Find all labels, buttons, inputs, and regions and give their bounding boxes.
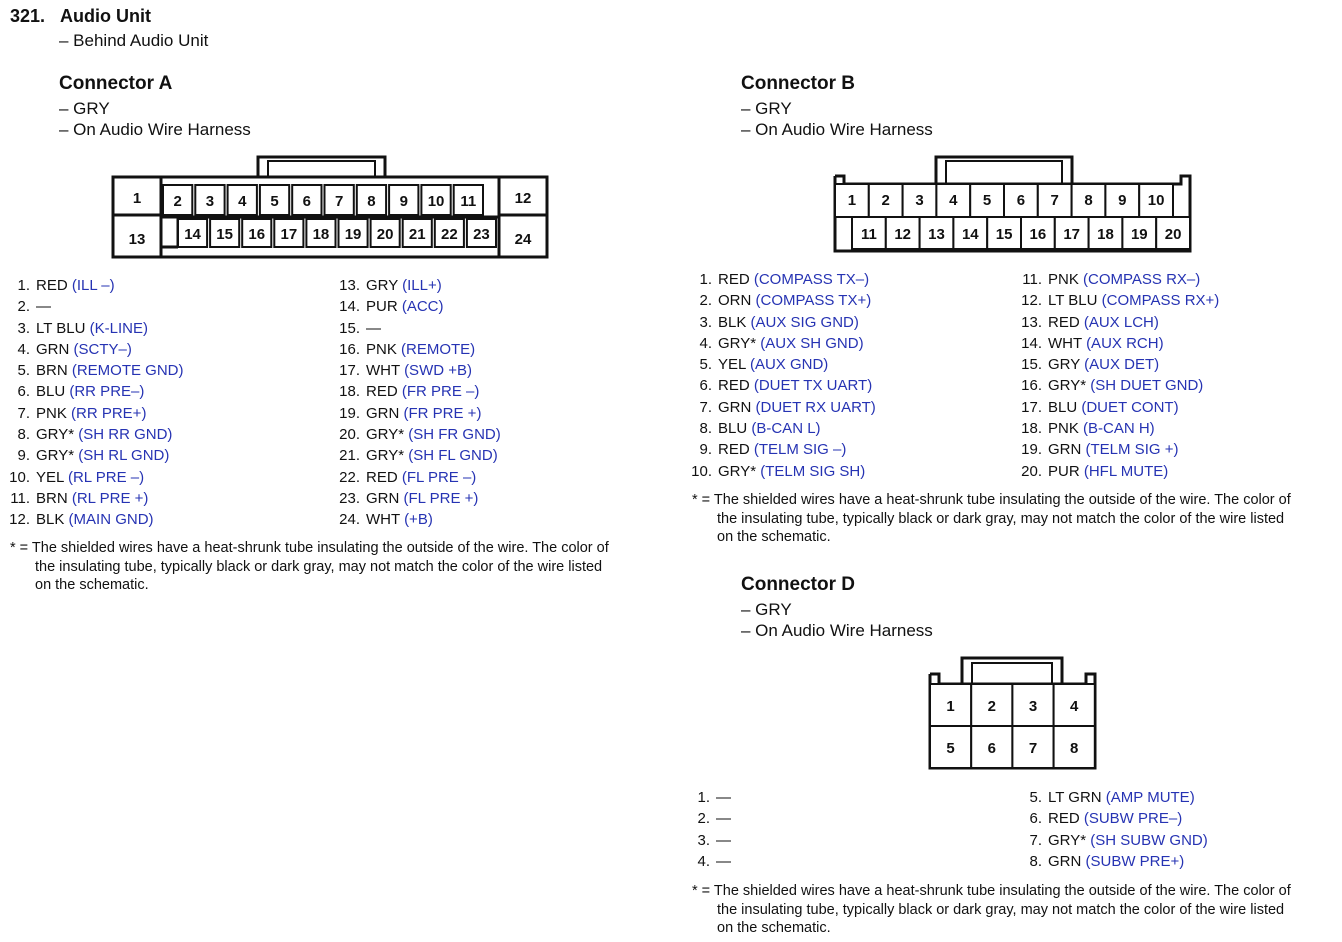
wire-color: RED [1048, 313, 1080, 331]
pin-label: 7 [1050, 192, 1059, 209]
wire-color: GRY [1048, 356, 1080, 374]
connector-d-diagram [925, 654, 1101, 774]
pin-row [330, 360, 501, 381]
pin-function: (TELM SIG –) [753, 441, 847, 459]
pin-label: 16 [1029, 226, 1047, 243]
pin-row [330, 296, 501, 317]
pin-function: (AUX RCH) [1086, 334, 1164, 352]
pin-number: 12. [9, 511, 30, 529]
wire-color: BLU [36, 383, 66, 401]
pin-row [1012, 354, 1219, 375]
footnote-line: on the schematic. [717, 529, 831, 545]
pin-label: 4 [949, 192, 958, 209]
pin-number: 8. [1029, 852, 1042, 870]
wire-color: — [716, 810, 731, 828]
wire-color: BLK [718, 313, 747, 331]
pin-function: (FR PRE +) [403, 404, 482, 422]
pin-row [1012, 439, 1219, 460]
pin-row [330, 424, 501, 445]
pin-function: (SH FL GND) [408, 447, 498, 465]
pin-function: (MAIN GND) [68, 511, 154, 529]
pin-number: 20. [339, 426, 360, 444]
pin-number: 8. [17, 426, 30, 444]
footnote-line: on the schematic. [35, 577, 149, 593]
wire-color: PNK [36, 404, 67, 422]
wire-color: ORN [718, 292, 752, 310]
pin-number: 23. [339, 489, 360, 507]
pin-number: 14. [339, 298, 360, 316]
pin-number: 2. [699, 292, 712, 310]
footnote-line: * = The shielded wires have a heat-shrunk tube insulating the outside of the wire. The color of [692, 883, 1291, 899]
wire-color: GRY* [36, 447, 75, 465]
connector-b-location: – On Audio Wire Harness [741, 120, 933, 139]
footnote-line: the insulating tube, typically black or dark gray, may not match the color of the wire listed [717, 510, 1285, 527]
connector-a-title: Connector A [59, 73, 173, 94]
pin-number: 11. [10, 489, 30, 507]
pin-function: (REMOTE GND) [71, 362, 184, 380]
footnote-line: * = The shielded wires have a heat-shrunk tube insulating the outside of the wire. The color of [692, 492, 1291, 508]
pin-number: 6. [17, 383, 30, 401]
pin-number: 24. [339, 511, 360, 529]
pin-label: 3 [1028, 698, 1038, 715]
pin-function: (DUET RX UART) [755, 398, 876, 416]
pin-number: 9. [699, 441, 712, 459]
pin-number: 3. [17, 319, 30, 337]
pin-row [0, 445, 184, 466]
wire-color: GRN [366, 404, 400, 422]
pin-label: 8 [367, 193, 376, 210]
connector-b-title: Connector B [741, 73, 855, 94]
pin-number: 18. [339, 383, 360, 401]
page-subtitle: – Behind Audio Unit [59, 31, 209, 50]
wire-color: RED [718, 377, 750, 395]
pin-label: 16 [248, 226, 266, 243]
pin-number: 20. [1021, 462, 1042, 480]
pin-row [330, 339, 501, 360]
pin-row [682, 290, 876, 311]
pin-function: (AUX GND) [749, 356, 829, 374]
pin-function: (FL PRE –) [401, 468, 477, 486]
pin-row [682, 269, 876, 290]
pin-row [682, 375, 876, 396]
wire-color: WHT [366, 511, 400, 529]
pin-function: (AUX SIG GND) [750, 313, 859, 331]
footnote-line: * = The shielded wires have a heat-shrunk tube insulating the outside of the wire. The color of [10, 540, 609, 556]
pin-number: 13. [339, 277, 360, 294]
pin-row [0, 275, 184, 296]
pin-number: 2. [17, 298, 30, 316]
pin-number: 17. [1021, 398, 1042, 416]
pin-row [330, 488, 501, 509]
pin-row [1012, 808, 1208, 829]
pin-label: 6 [1016, 192, 1026, 209]
pin-label: 3 [915, 192, 924, 209]
pin-label: 3 [205, 193, 215, 210]
pin-label: 15 [995, 226, 1013, 243]
pin-row [1012, 787, 1208, 808]
pin-number: 17. [339, 362, 360, 380]
connector-d-color: – GRY [741, 600, 792, 619]
wire-color: YEL [36, 468, 64, 486]
pin-label: 21 [408, 226, 426, 243]
pin-row [0, 509, 184, 530]
pin-label: 19 [1130, 226, 1148, 243]
pin-number: 9. [17, 447, 30, 465]
pin-number: 10. [9, 468, 30, 486]
pin-number: 11. [1022, 271, 1042, 288]
pin-row [680, 808, 731, 829]
pin-label: 6 [302, 193, 312, 210]
connector-d-pins-col2 [1012, 787, 1208, 872]
pin-label: 18 [1097, 226, 1114, 243]
pin-row [1012, 830, 1208, 851]
pin-row [682, 333, 876, 354]
wire-color: GRN [1048, 852, 1082, 870]
wire-color: GRY [366, 277, 398, 294]
pin-number: 1. [699, 271, 712, 288]
pin-row [1012, 397, 1219, 418]
wire-color: PNK [366, 340, 397, 358]
pin-row [680, 830, 731, 851]
pin-row [0, 339, 184, 360]
pin-number: 7. [699, 398, 712, 416]
pin-label: 17 [1063, 226, 1081, 243]
pin-label: 9 [399, 193, 408, 210]
pin-label: 23 [473, 226, 490, 243]
pin-function: (COMPASS TX+) [755, 292, 872, 310]
connector-a-color: – GRY [59, 99, 110, 118]
section-number: 321. [10, 6, 46, 26]
pin-number: 3. [697, 831, 710, 849]
pin-label: 9 [1118, 192, 1127, 209]
pin-label: 10 [1147, 192, 1165, 209]
wire-color: — [716, 789, 731, 806]
pin-function: (AMP MUTE) [1105, 789, 1195, 806]
wire-color: RED [366, 468, 398, 486]
pin-label: 8 [1070, 740, 1079, 757]
pin-label: 2 [987, 698, 996, 715]
pin-function: (SH RL GND) [78, 447, 170, 465]
wire-color: — [36, 298, 51, 316]
pin-number: 7. [1029, 831, 1042, 849]
pin-number: 7. [17, 404, 30, 422]
pin-function: (SUBW PRE–) [1083, 810, 1183, 828]
pin-label: 14 [184, 226, 201, 243]
footnote-line: the insulating tube, typically black or dark gray, may not match the color of the wire listed [35, 558, 603, 575]
pin-row [0, 424, 184, 445]
pin-label: 2 [881, 192, 890, 209]
pin-function: (ACC) [401, 298, 444, 316]
pin-number: 21. [339, 447, 360, 465]
pin-function: (SH FR GND) [408, 426, 501, 444]
pin-label: 4 [238, 193, 247, 210]
pin-row [682, 461, 876, 482]
pin-label: 22 [441, 226, 458, 243]
pin-function: (+B) [404, 511, 433, 529]
pin-number: 15. [1021, 356, 1042, 374]
pin-number: 10. [691, 462, 712, 480]
pin-row [330, 445, 501, 466]
connector-b-pins-col1 [682, 269, 876, 482]
wire-color: RED [36, 277, 68, 294]
pin-number: 4. [699, 334, 712, 352]
pin-number: 13. [1021, 313, 1042, 331]
pin-row [680, 787, 731, 808]
pin-function: (FR PRE –) [401, 383, 480, 401]
wire-color: PUR [366, 298, 398, 316]
pin-function: (REMOTE) [401, 340, 476, 358]
wire-color: RED [718, 271, 750, 288]
connector-d-title: Connector D [741, 574, 855, 595]
connector-d-location: – On Audio Wire Harness [741, 621, 933, 640]
connector-d-footnote [692, 882, 1332, 938]
pin-row [1012, 333, 1219, 354]
wire-color: — [716, 831, 731, 849]
pin-row [330, 467, 501, 488]
connector-a-location: – On Audio Wire Harness [59, 120, 251, 139]
pin-function: (HFL MUTE) [1083, 462, 1169, 480]
wire-color: GRY* [1048, 831, 1087, 849]
pin-row [682, 354, 876, 375]
pin-function: (RL PRE +) [71, 489, 149, 507]
pin-function: (AUX SH GND) [760, 334, 864, 352]
pin-number: 19. [1021, 441, 1042, 459]
pin-function: (SWD +B) [404, 362, 472, 380]
pin-label: 20 [376, 226, 394, 243]
wire-color: GRY* [366, 447, 405, 465]
pin-function: (DUET TX UART) [753, 377, 873, 395]
wire-color: WHT [366, 362, 400, 380]
pin-label: 7 [334, 193, 344, 210]
pin-function: (SH DUET GND) [1090, 377, 1204, 395]
wire-color: GRN [36, 340, 70, 358]
pin-function: (RR PRE+) [71, 404, 147, 422]
pin-function: (DUET CONT) [1081, 398, 1179, 416]
pin-number: 14. [1021, 334, 1042, 352]
pin-function: (ILL –) [71, 277, 115, 294]
pin-number: 16. [339, 340, 360, 358]
pin-row [682, 397, 876, 418]
wire-color: GRY* [718, 334, 757, 352]
wire-color: BLK [36, 511, 65, 529]
pin-number: 1. [17, 277, 30, 294]
wire-color: LT BLU [36, 319, 86, 337]
pin-label: 4 [1070, 698, 1079, 715]
pin-label: 5 [946, 740, 955, 757]
connector-b-pins-col2 [1012, 269, 1219, 482]
pin-row [0, 318, 184, 339]
pin-number: 5. [1029, 789, 1042, 806]
pin-function: (SH SUBW GND) [1090, 831, 1208, 849]
page-title: Audio Unit [60, 6, 151, 26]
wire-color: WHT [1048, 334, 1082, 352]
pin-row [1012, 375, 1219, 396]
pin-label: 13 [128, 231, 146, 248]
wire-color: LT BLU [1048, 292, 1098, 310]
pin-row [680, 851, 731, 872]
wire-color: — [716, 852, 731, 870]
pin-number: 18. [1021, 420, 1042, 438]
pin-row [682, 312, 876, 333]
pin-label: 2 [173, 193, 182, 210]
pin-function: (SCTY–) [73, 340, 132, 358]
wire-color: GRN [718, 398, 752, 416]
pin-label: 5 [270, 193, 279, 210]
pin-row [682, 418, 876, 439]
pin-row [1012, 312, 1219, 333]
pin-function: (RL PRE –) [67, 468, 145, 486]
connector-b-footnote [692, 491, 1332, 547]
wire-color: GRY* [366, 426, 405, 444]
pin-row [1012, 851, 1208, 872]
pin-function: (TELM SIG SH) [760, 462, 866, 480]
pin-row [1012, 290, 1219, 311]
pin-number: 5. [17, 362, 30, 380]
pin-row [0, 488, 184, 509]
pin-function: (SH RR GND) [78, 426, 173, 444]
connector-b-diagram [830, 154, 1195, 256]
pin-label: 1 [946, 698, 955, 715]
pin-number: 3. [699, 313, 712, 331]
pin-label: 10 [427, 193, 445, 210]
pin-label: 7 [1028, 740, 1038, 757]
pin-function: (SUBW PRE+) [1085, 852, 1185, 870]
connector-d-pins-col1 [680, 787, 731, 872]
pin-label: 13 [928, 226, 945, 243]
footnote-line: on the schematic. [717, 920, 831, 936]
pin-number: 2. [697, 810, 710, 828]
pin-label: 1 [132, 190, 142, 207]
wire-color: GRN [366, 489, 400, 507]
wire-color: PUR [1048, 462, 1080, 480]
pin-function: (B-CAN L) [751, 420, 821, 438]
pin-number: 4. [697, 852, 710, 870]
pin-function: (COMPASS TX–) [753, 271, 870, 288]
pin-label: 8 [1084, 192, 1093, 209]
pin-number: 1. [697, 789, 710, 806]
wire-color: RED [718, 441, 750, 459]
pin-number: 6. [1029, 810, 1042, 828]
pin-label: 11 [860, 226, 877, 243]
wire-color: BLU [1048, 398, 1078, 416]
footnote-line: the insulating tube, typically black or dark gray, may not match the color of the wire listed [717, 901, 1285, 918]
pin-number: 16. [1021, 377, 1042, 395]
wire-color: BLU [718, 420, 748, 438]
pin-label: 11 [460, 193, 477, 210]
pin-function: (TELM SIG +) [1085, 441, 1179, 459]
connector-a-pins-col1 [0, 275, 184, 531]
pin-label: 14 [961, 226, 979, 243]
pin-row [330, 509, 501, 530]
pin-number: 6. [699, 377, 712, 395]
pin-row [0, 296, 184, 317]
pin-number: 4. [17, 340, 30, 358]
pin-label: 1 [847, 192, 857, 209]
pin-label: 15 [216, 226, 233, 243]
pin-label: 12 [514, 190, 532, 207]
wire-color: BRN [36, 362, 68, 380]
wire-color: GRY* [1048, 377, 1087, 395]
pin-number: 8. [699, 420, 712, 438]
pin-label: 24 [514, 231, 532, 248]
pin-row [330, 318, 501, 339]
pin-label: 17 [280, 226, 298, 243]
pin-number: 19. [339, 404, 360, 422]
wire-color: LT GRN [1048, 789, 1102, 806]
pin-label: 5 [982, 192, 992, 209]
pin-label: 19 [344, 226, 362, 243]
wire-color: YEL [718, 356, 746, 374]
pin-label: 18 [312, 226, 330, 243]
pin-function: (B-CAN H) [1083, 420, 1155, 438]
wire-color: — [366, 319, 381, 337]
pin-number: 22. [339, 468, 360, 486]
pin-row [330, 403, 501, 424]
wire-color: GRY* [36, 426, 75, 444]
pin-label: 12 [894, 226, 912, 243]
wire-color: RED [366, 383, 398, 401]
pin-function: (FL PRE +) [403, 489, 479, 507]
pin-function: (K-LINE) [89, 319, 148, 337]
pin-function: (RR PRE–) [69, 383, 145, 401]
pin-row [330, 381, 501, 402]
connector-a-footnote [10, 539, 650, 595]
pin-row [1012, 461, 1219, 482]
wire-color: GRN [1048, 441, 1082, 459]
pin-row [330, 275, 501, 296]
pin-function: (COMPASS RX+) [1101, 292, 1220, 310]
wire-color: PNK [1048, 271, 1079, 288]
pin-label: 20 [1164, 226, 1182, 243]
wire-color: PNK [1048, 420, 1079, 438]
pin-row [0, 360, 184, 381]
pin-number: 12. [1021, 292, 1042, 310]
pin-function: (AUX LCH) [1083, 313, 1159, 331]
pin-row [0, 381, 184, 402]
pin-number: 5. [699, 356, 712, 374]
wire-color: BRN [36, 489, 68, 507]
pin-function: (AUX DET) [1084, 356, 1160, 374]
pin-row [0, 403, 184, 424]
pin-row [0, 467, 184, 488]
wire-color: GRY* [718, 462, 757, 480]
connector-a-pins-col2 [330, 275, 501, 531]
pin-function: (ILL+) [402, 277, 442, 294]
connector-a-diagram [108, 154, 553, 262]
wire-color: RED [1048, 810, 1080, 828]
pin-row [1012, 418, 1219, 439]
pin-function: (COMPASS RX–) [1083, 271, 1201, 288]
pin-label: 6 [987, 740, 996, 757]
pin-row [682, 439, 876, 460]
pin-number: 15. [339, 319, 360, 337]
pin-row [1012, 269, 1219, 290]
connector-b-color: – GRY [741, 99, 792, 118]
